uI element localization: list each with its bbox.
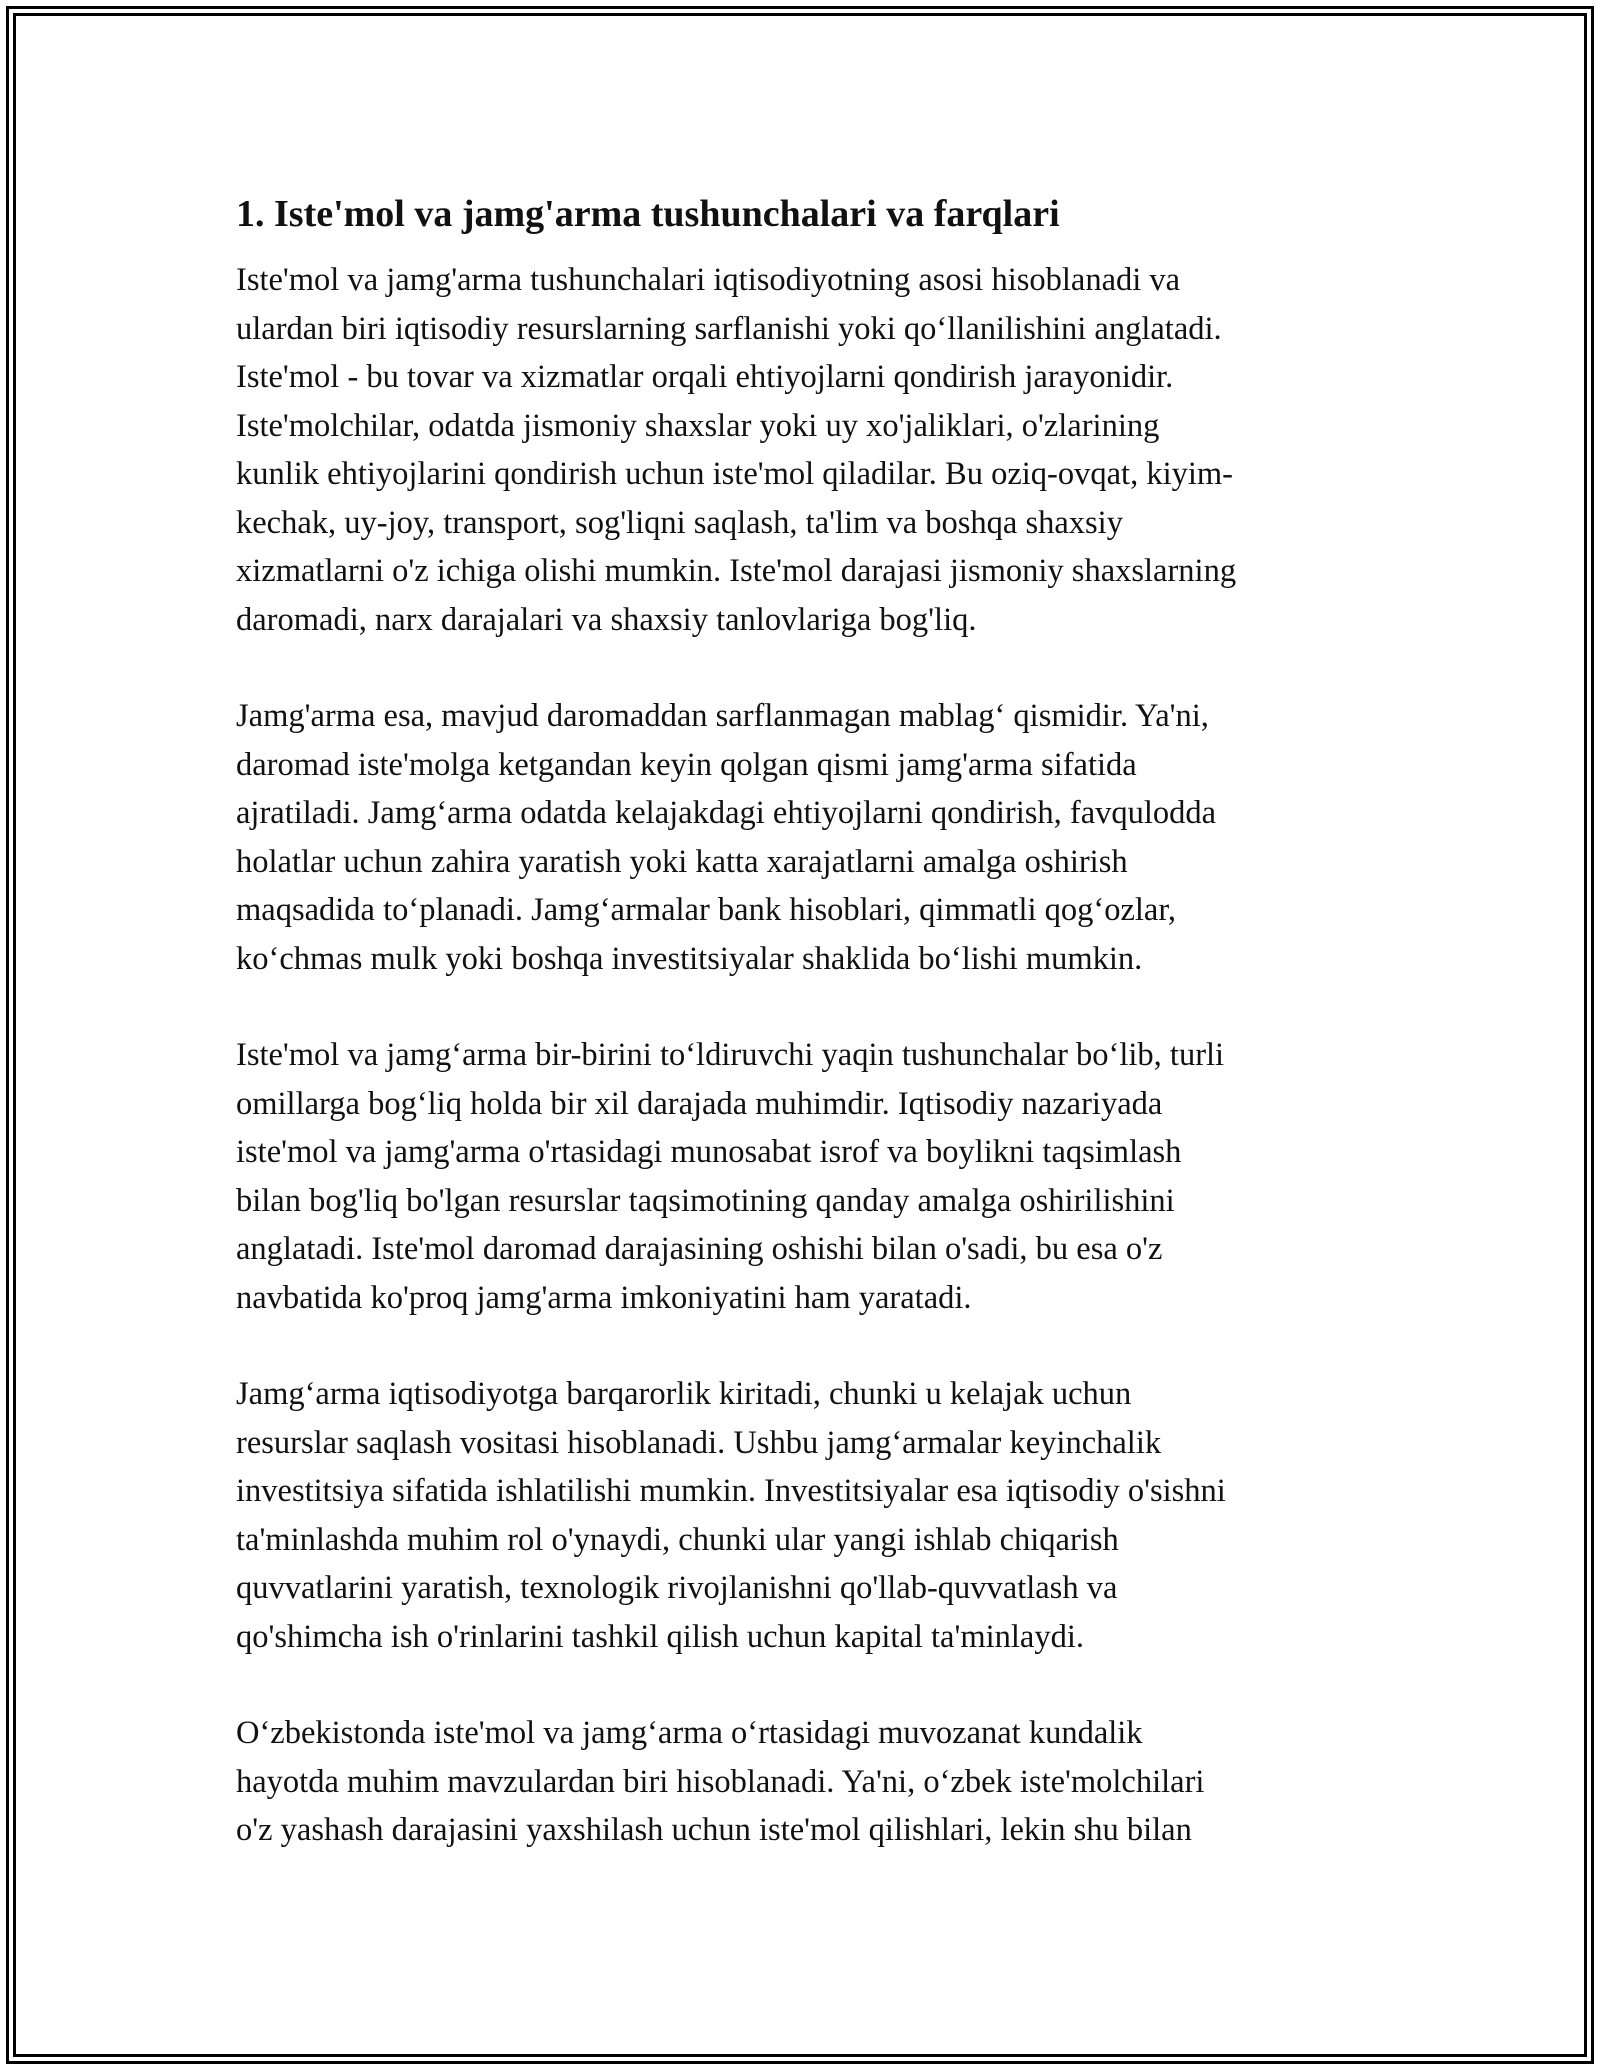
text-line: o'z yashash darajasini yaxshilash uchun iste'mol qilishlari, lekin shu bilan <box>236 1812 1192 1848</box>
text-line: Jamg‘arma iqtisodiyotga barqarorlik kiritadi, chunki u kelajak uchun <box>236 1376 1132 1412</box>
text-line: xizmatlarni o'z ichiga olishi mumkin. Iste'mol darajasi jismoniy shaxslarning <box>236 553 1237 589</box>
text-line: ajratiladi. Jamg‘arma odatda kelajakdagi ehtiyojlarni qondirish, favqulodda <box>236 795 1217 831</box>
text-line: qo'shimcha ish o'rinlarini tashkil qilish uchun kapital ta'minlaydi. <box>236 1618 1084 1655</box>
text-line: hayotda muhim mavzulardan biri hisoblanadi. Ya'ni, o‘zbek iste'molchilari <box>236 1763 1205 1800</box>
text-line: ko‘chmas mulk yoki boshqa investitsiyalar shaklida bo‘lishi mumkin. <box>236 940 1143 977</box>
text-line: O‘zbekistonda iste'mol va jamg‘arma o‘rtasidagi muvozanat kundalik <box>236 1715 1143 1751</box>
paragraph <box>236 1031 1376 1322</box>
text-line: kunlik ehtiyojlarini qondirish uchun iste'mol qiladilar. Bu oziq-ovqat, kiyim- <box>236 456 1233 492</box>
text-line: anglatadi. Iste'mol daromad darajasining oshishi bilan o'sadi, bu esa o'z <box>236 1231 1163 1267</box>
text-line: navbatida ko'proq jamg'arma imkoniyatini ham yaratadi. <box>236 1279 972 1316</box>
text-line: investitsiya sifatida ishlatilishi mumkin. Investitsiyalar esa iqtisodiy o'sishni <box>236 1473 1226 1509</box>
text-line: omillarga bog‘liq holda bir xil darajada muhimdir. Iqtisodiy nazariyada <box>236 1085 1163 1122</box>
text-line: ulardan biri iqtisodiy resurslarning sarflanishi yoki qo‘llanilishini anglatadi. <box>236 310 1222 347</box>
text-line: Iste'mol va jamg‘arma bir-birini to‘ldiruvchi yaqin tushunchalar bo‘lib, turli <box>236 1037 1225 1073</box>
text-line: kechak, uy-joy, transport, sog'liqni saqlash, ta'lim va boshqa shaxsiy <box>236 504 1123 541</box>
text-line: iste'mol va jamg'arma o'rtasidagi munosabat isrof va boylikni taqsimlash <box>236 1134 1182 1170</box>
text-line: bilan bog'liq bo'lgan resurslar taqsimotining qanday amalga oshirilishini <box>236 1182 1175 1219</box>
paragraph <box>236 692 1376 983</box>
paragraph <box>236 256 1376 644</box>
text-line: Iste'mol - bu tovar va xizmatlar orqali ehtiyojlarni qondirish jarayonidir. <box>236 359 1174 395</box>
section-heading: 1. Iste'mol va jamg'arma tushunchalari va farqlari <box>236 193 1060 235</box>
text-line: resurslar saqlash vositasi hisoblanadi. Ushbu jamg‘armalar keyinchalik <box>236 1424 1162 1461</box>
text-line: daromad iste'molga ketgandan keyin qolgan qismi jamg'arma sifatida <box>236 746 1137 783</box>
text-line: Jamg'arma esa, mavjud daromaddan sarflanmagan mablag‘ qismidir. Ya'ni, <box>236 698 1209 734</box>
text-line: Iste'mol va jamg'arma tushunchalari iqtisodiyotning asosi hisoblanadi va <box>236 262 1181 298</box>
text-line: holatlar uchun zahira yaratish yoki katta xarajatlarni amalga oshirish <box>236 843 1128 880</box>
text-line: maqsadida to‘planadi. Jamg‘armalar bank hisoblari, qimmatli qog‘ozlar, <box>236 892 1177 928</box>
paragraph <box>236 1370 1376 1661</box>
text-line: quvvatlarini yaratish, texnologik rivojlanishni qo'llab-quvvatlash va <box>236 1570 1118 1606</box>
paragraph <box>236 1709 1376 1855</box>
text-line: Iste'molchilar, odatda jismoniy shaxslar yoki uy xo'jaliklari, o'zlarining <box>236 407 1160 444</box>
text-line: daromadi, narx darajalari va shaxsiy tanlovlariga bog'liq. <box>236 601 977 638</box>
text-line: ta'minlashda muhim rol o'ynaydi, chunki ular yangi ishlab chiqarish <box>236 1521 1119 1558</box>
document-body <box>236 186 1376 1903</box>
